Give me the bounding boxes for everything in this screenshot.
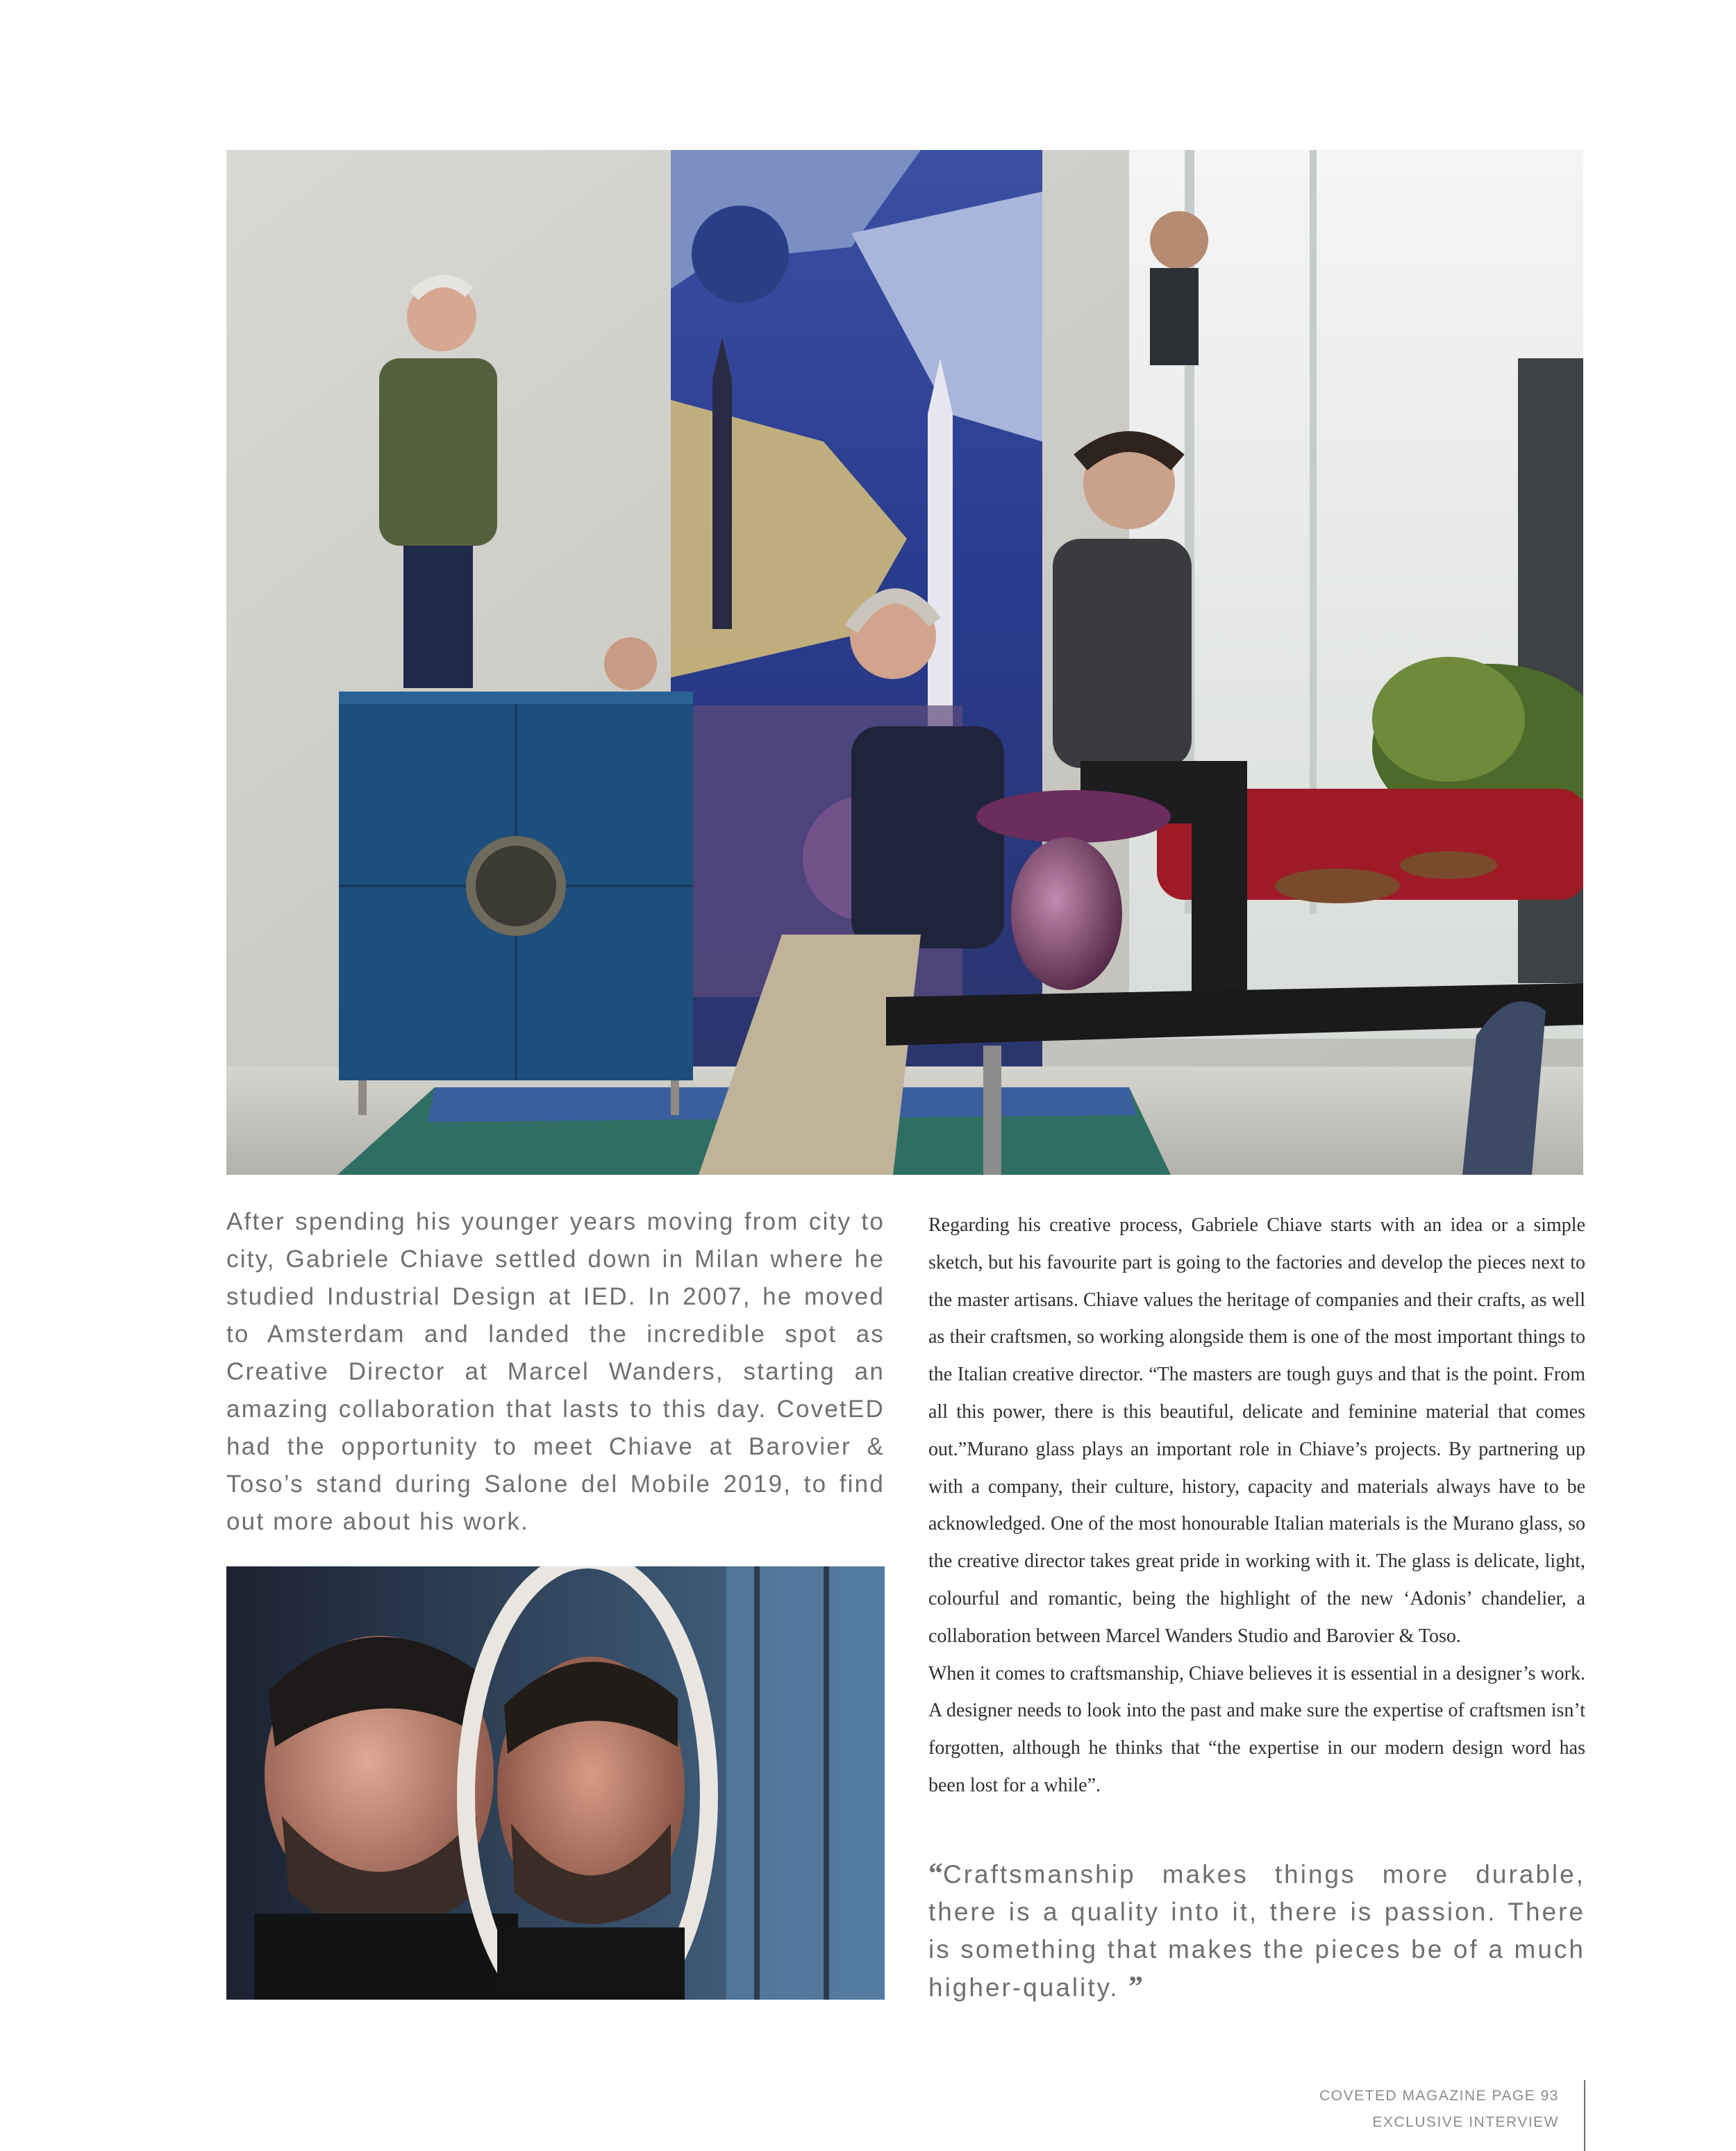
quote-text: Craftsmanship makes things more durable, there is a quality into it, there is passion. There is something that makes the pieces be of a much higher-quality. (928, 1860, 1585, 2002)
body-paragraph: When it comes to craftsmanship, Chiave believes it is essential in a designer’s work. A designer needs to look into the past and make sure the expertise of craftsmen isn’t forgotten, although he thinks that “the expertise in our modern design word has been lost for a while”. (928, 1662, 1585, 1796)
quote-open-mark: “ (928, 1858, 943, 1890)
quote-close-mark: ” (1128, 1971, 1143, 2003)
footer-section-label: EXCLUSIVE INTERVIEW (1372, 2114, 1559, 2130)
hero-photo (226, 150, 1583, 1175)
body-paragraph: Regarding his creative process, Gabriele Chiave starts with an idea or a simple sketch, but his favourite part is going to the factories and develop the pieces next to the master artisans. Chiave values the heritage of companies and their crafts, as well as their craftsmen, so working alongside them is one of the most important things to the Italian creative director. “The masters are tough guys and that is the point. From all this power, there is this beautiful, delicate and feminine material that comes out.”Murano glass plays an important role in Chiave’s projects. By partnering up with a company, their culture, history, capacity and materials always have to be acknowledged. One of the most honourable Italian materials is the Murano glass, so the creative director takes great pride in working with it. The glass is delicate, light, colourful and romantic, being the highlight of the new ‘Adonis’ chandelier, a collaboration between Marcel Wanders Studio and Barovier & Toso. (928, 1214, 1585, 1647)
footer-divider (1584, 2080, 1585, 2151)
footer-page-label: COVETED MAGAZINE PAGE 93 (1319, 2088, 1559, 2104)
portrait-photo (226, 1566, 885, 2000)
page-footer (1319, 2083, 1559, 2136)
intro-paragraph: After spending his younger years moving from city to city, Gabriele Chiave settled down in Milan where he studied Industrial Design at IED. In 2007, he moved to Amsterdam and landed the incredible spot as Creative Director at Marcel Wanders, starting an amazing collaboration that lasts to this day. CovetED had the opportunity to meet Chiave at Barovier & Toso’s stand during Salone del Mobile 2019, to find out more about his work. (226, 1208, 885, 1535)
body-text (928, 1207, 1585, 1805)
pull-quote (928, 1855, 1585, 2007)
